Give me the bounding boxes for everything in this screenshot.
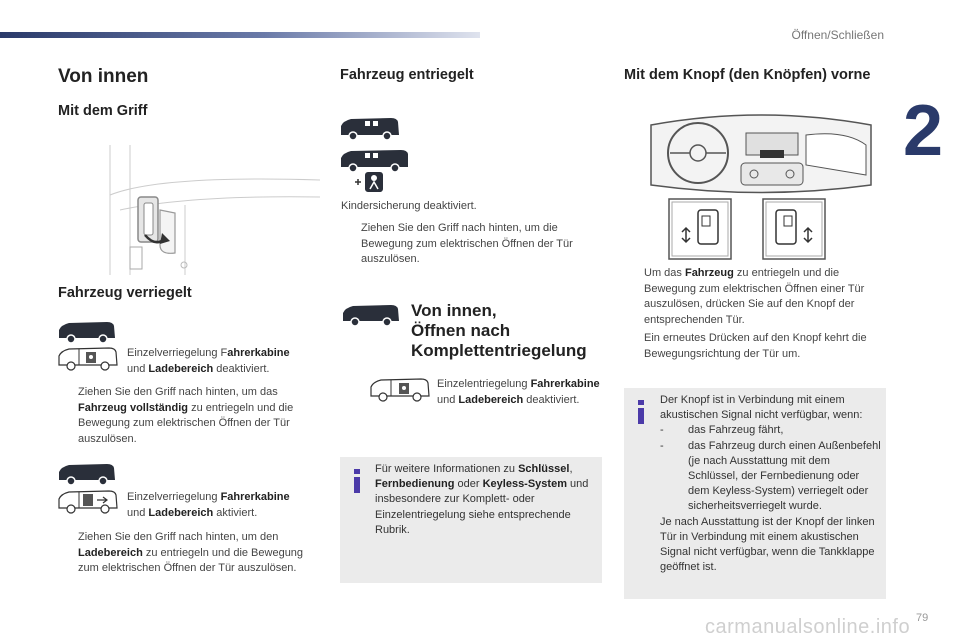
right-bullet-1: Um das Fahrzeug zu entriegeln und die Bewegung zum elektrischen Öffnen einer Tür auszulösen, drücken Sie auf den Knopf der entsprechenden Tür. bbox=[644, 267, 865, 326]
van-locked-icon bbox=[57, 320, 117, 344]
left-door-button-icon[interactable] bbox=[668, 198, 732, 260]
right-door-button-icon[interactable] bbox=[762, 198, 826, 260]
watermark: carmanualsonline.info bbox=[705, 616, 911, 638]
single-unlock-text: Einzelentriegelung Fahrerkabine und Ladebereich deaktiviert. bbox=[437, 378, 600, 406]
front-button-heading: Mit dem Knopf (den Knöpfen) vorne bbox=[624, 67, 871, 83]
page-number: 79 bbox=[916, 612, 929, 624]
left-bullet-1: Ziehen Sie den Griff nach hinten, um das Fahrzeug vollständig zu entriegeln und die Bewegung zum elektrischen Öffnen der Tür auszulösen. bbox=[78, 386, 294, 445]
van-locked-icon-2 bbox=[57, 462, 117, 486]
van-inside-icon bbox=[341, 303, 401, 327]
child-lock-text: Kindersicherung deaktiviert. bbox=[341, 200, 477, 212]
van-cargo-lock-icon bbox=[57, 345, 119, 373]
info-icon bbox=[352, 469, 362, 493]
unlocked-heading: Fahrzeug entriegelt bbox=[340, 67, 474, 83]
section-title: Öffnen/Schließen bbox=[791, 28, 884, 42]
van-unlocked-icon bbox=[339, 116, 401, 142]
van-cargo-lock-active-icon bbox=[57, 488, 119, 516]
subtitle-handle: Mit dem Griff bbox=[58, 103, 148, 119]
dashboard-illustration bbox=[646, 105, 876, 200]
locked-single-active-text: Einzelverriegelung Fahrerkabine und Ladebereich aktiviert. bbox=[127, 491, 290, 519]
locked-heading: Fahrzeug verriegelt bbox=[58, 285, 192, 301]
right-bullet-2: Ein erneutes Drücken auf den Knopf kehrt die Bewegungsrichtung der Tür um. bbox=[644, 332, 867, 360]
info-box-middle bbox=[340, 457, 602, 583]
info-box-right-text: Der Knopf ist in Verbindung mit einem akustischen Signal nicht verfügbar, wenn: - das Fahrzeug fährt, - das Fahrzeug durch einen Außenbefehl (je nach Ausstattung mit dem Schlüssel, der Fernbedienung oder dem Keyless-System) verriegelt oder sicherheitsverriegelt wurde. Je nach Ausstattung ist der Knopf der linken Tür in Verbindung mit einem akustischen Signal nicht verfügbar, wenn die Tankklappe geöffnet ist. bbox=[660, 394, 881, 574]
info-box-middle-text: Für weitere Informationen zu Schlüssel, Fernbedienung oder Keyless-System und insbesondere zur Komplett- oder Einzelentriegelung siehe entsprechende Rubrik. bbox=[375, 463, 589, 536]
header-gradient-bar bbox=[0, 32, 480, 38]
chapter-number: 2 bbox=[903, 91, 944, 171]
info-box-right bbox=[624, 388, 886, 599]
van-single-unlock-icon bbox=[369, 376, 431, 404]
van-child-lock-icon bbox=[339, 148, 409, 194]
middle-bullet-1: Ziehen Sie den Griff nach hinten, um die Bewegung zum elektrischen Öffnen der Tür auszulösen. bbox=[361, 222, 573, 265]
full-unlock-heading: Von innen, Öffnen nach Komplettentriegelung bbox=[411, 301, 587, 360]
info-icon bbox=[636, 400, 646, 424]
door-handle-illustration bbox=[100, 135, 320, 280]
page-title: Von innen bbox=[58, 66, 149, 87]
left-bullet-2: Ziehen Sie den Griff nach hinten, um den Ladebereich zu entriegeln und die Bewegung zum elektrischen Öffnen der Tür auszulösen. bbox=[78, 531, 304, 574]
locked-single-cabin-text: Einzelverriegelung Fahrerkabine und Ladebereich deaktiviert. bbox=[127, 347, 290, 375]
